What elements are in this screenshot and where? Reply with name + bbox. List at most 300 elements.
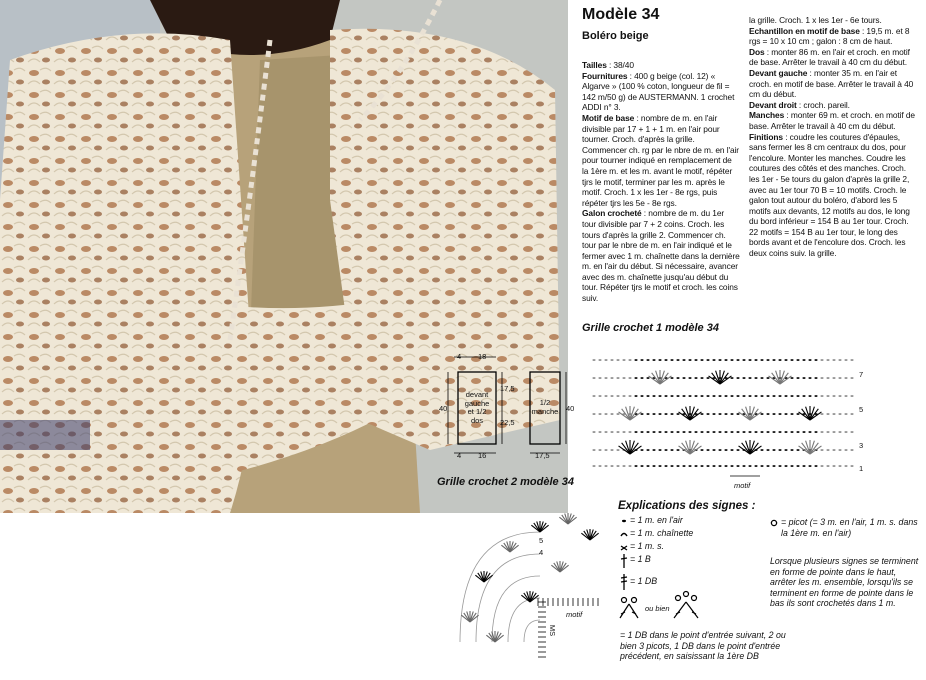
chain-mark [634,465,637,467]
chain-mark [682,465,685,467]
chain-mark [610,377,613,379]
chain-mark [850,465,853,467]
chain-mark [664,449,667,451]
chain-mark [748,395,751,397]
chain-mark [604,413,607,415]
dim-sleeve-bottom: 17,5 [535,451,550,460]
fan-motif [559,513,576,524]
chain-mark [604,449,607,451]
chain-mark [730,359,733,361]
chain-mark [682,359,685,361]
chain-mark [664,431,667,433]
chain-mark [748,377,751,379]
chain-mark [700,449,703,451]
dim-right-2: 22,5 [500,418,515,427]
sign-b: = 1 B [630,554,651,564]
chain-mark [850,413,853,415]
chain-mark [808,431,811,433]
chain-mark [706,465,709,467]
chain-mark [790,413,793,415]
chain-mark [682,377,685,379]
chain-mark [706,413,709,415]
chain-mark [826,413,829,415]
chain-mark [844,377,847,379]
chain-mark [760,359,763,361]
chain-mark [598,465,601,467]
chain-mark [634,431,637,433]
chain-mark [676,413,679,415]
chain-mark [736,377,739,379]
dim-sleeve-right: 40 [566,404,575,413]
chain-mark [718,359,721,361]
chain-mark [784,413,787,415]
chain-mark [730,465,733,467]
chain-mark [832,395,835,397]
chain-mark [736,449,739,451]
chain-mark [778,395,781,397]
chain-mark [802,431,805,433]
chain-mark [784,449,787,451]
chain-mark [712,431,715,433]
chain-mark [712,395,715,397]
chain-mark [652,449,655,451]
instructions-column-1 [582,60,740,304]
fan-motif [679,440,702,454]
grille2-title: Grille crochet 2 modèle 34 [437,476,574,488]
row-label: 1 [859,464,864,473]
fan-motif [486,631,503,642]
chain-mark [742,359,745,361]
chain-mark [760,449,763,451]
chain-mark [718,449,721,451]
chain-mark [658,465,661,467]
chain-mark [814,465,817,467]
dim-top-b: 18 [478,352,487,361]
chain-mark [670,377,673,379]
chain-mark [598,449,601,451]
chain-mark [712,465,715,467]
chain-mark [820,377,823,379]
instruction-paragraph: Tailles : 38/40 [582,60,634,70]
chain-mark [640,449,643,451]
grille1-title: Grille crochet 1 modèle 34 [582,322,719,334]
crochet-chart-2 [440,492,600,662]
chain-mark [592,431,595,433]
chain-mark [850,431,853,433]
chain-mark [760,465,763,467]
dim-left: 40 [439,404,448,413]
chain-mark [616,465,619,467]
signs-title: Explications des signes : [618,500,756,512]
chain-mark [712,449,715,451]
chain-mark [610,413,613,415]
chain-mark [652,395,655,397]
chain-mark [646,413,649,415]
chain-mark [700,465,703,467]
chain-mark [838,449,841,451]
chain-mark [706,359,709,361]
chain-mark [850,377,853,379]
chain-mark [730,395,733,397]
chain-mark [640,359,643,361]
chain-mark [604,431,607,433]
chain-mark [598,377,601,379]
chain-mark [784,395,787,397]
chain-mark [694,465,697,467]
chain-mark [754,465,757,467]
chain-mark [790,465,793,467]
chain-mark [682,395,685,397]
chain-mark [736,395,739,397]
chain-mark [712,413,715,415]
chain-mark [670,413,673,415]
chain-mark [664,413,667,415]
chain-mark [658,413,661,415]
chain-mark [670,395,673,397]
chain-mark [754,359,757,361]
chain-mark [826,359,829,361]
chain-mark [772,431,775,433]
chain-mark [808,465,811,467]
chain-mark [820,449,823,451]
chain-mark [814,431,817,433]
chain-mark [658,395,661,397]
instruction-paragraph: Devant gauche : monter 35 m. en l'air et croch. en motif de base. Arrêter le travail à 40 cm du début. [749,67,914,100]
chain-mark [802,377,805,379]
fan-motif [679,406,702,420]
chain-mark [718,413,721,415]
chain-mark [802,359,805,361]
chain-mark [628,431,631,433]
chain-mark [730,431,733,433]
chain-mark [682,431,685,433]
chain-mark [796,413,799,415]
chain-mark [670,465,673,467]
chain-mark [670,449,673,451]
chain-mark [796,359,799,361]
chain-mark [778,449,781,451]
fan-motif [739,406,762,420]
chain-mark [706,395,709,397]
motif-label: motif [734,481,751,490]
chain-mark [604,395,607,397]
chain-mark [814,377,817,379]
chain-mark [724,413,727,415]
chain-mark [742,465,745,467]
chain-mark [676,359,679,361]
fan-motif [581,529,598,540]
ms-label: MS [548,624,558,637]
chain-mark [826,431,829,433]
instruction-paragraph: Devant droit : croch. pareil. [749,99,850,110]
chain-mark [838,413,841,415]
dim-bottom-a: 4 [457,451,462,460]
chain-mark [730,449,733,451]
chain-mark [778,431,781,433]
chain-mark [778,413,781,415]
chain-mark [724,395,727,397]
chain-mark [844,449,847,451]
chain-mark [622,465,625,467]
chain-mark [628,465,631,467]
chain-mark [700,413,703,415]
chain-mark [718,431,721,433]
instruction-paragraph: Finitions : coudre les coutures d'épaules, sans fermer les 8 cm centraux du dos, pour l'encolure. Monter les manches. Coudre les coutures des côtés et des manches. Croch. les 1er - 5e tours du galon d'après la grille 2, avec au 1er tour 70 B = 10 motifs. Croch. le galon tout autour du boléro, d'abord les 5 motifs aux devants, 12 motifs au dos, le long du bord inférieur = 154 B au 1er tour. Croch. 22 motifs = 154 B au 1er tour, le long des bords avant et de l'encolure dos. Croch. les deux coins suiv. la grille. [749,131,910,259]
chain-mark [592,465,595,467]
chain-mark [688,377,691,379]
fan-motif [461,611,478,622]
chain-mark [832,359,835,361]
chain-mark [628,395,631,397]
fan-motif [709,370,732,384]
chain-mark [844,359,847,361]
chain-mark [820,359,823,361]
chain-mark [640,431,643,433]
chain-mark [616,395,619,397]
chain-mark [610,359,613,361]
instruction-paragraph: Galon crocheté : nombre de m. du 1er tour divisible par 7 + 2 coins. Croch. les tours d'après la grille 2. Commencer ch. tour par le nbre de m. en l'air indiqué et le fermer avec 1 m. chaînette dans la dernière m. en l'air du début. Si nécessaire, avancer avec des m. chaînette jusqu'au début du tour. Répéter tjrs le motif et croch. les coins suiv. [582,208,740,304]
chain-mark [592,413,595,415]
chain-mark [808,395,811,397]
chain-mark [772,465,775,467]
chain-mark [658,359,661,361]
chain-mark [802,395,805,397]
chain-mark [688,359,691,361]
instruction-paragraph: Echantillon en motif de base : 19,5 m. et 8 rgs = 10 x 10 cm ; galon : 8 cm de haut. [749,25,910,47]
row-label: 7 [859,370,864,379]
front-label: devant gauche et 1/2 dos [464,390,490,425]
chain-mark [748,359,751,361]
instruction-paragraph: Fournitures : 400 g beige (col. 12) « Algarve » (100 % coton, longueur de fil = 142 m/50 g) de AUSTERMANN. 1 crochet ADDI n° 3. [582,70,735,113]
chain-mark [808,377,811,379]
row-label: 3 [859,441,864,450]
chain-mark [802,465,805,467]
chain-mark [736,413,739,415]
chain-mark [826,377,829,379]
chain-mark [850,395,853,397]
chain-mark [766,395,769,397]
chain-mark [676,377,679,379]
chain-mark [748,431,751,433]
chain-mark [832,431,835,433]
chain-mark [778,465,781,467]
chain-mark [784,359,787,361]
chain-mark [634,359,637,361]
chain-mark [640,395,643,397]
chain-mark [826,395,829,397]
chain-mark [670,431,673,433]
fan-motif [551,561,568,572]
chain-mark [592,449,595,451]
pointe-explanation: Lorsque plusieurs signes se terminent en forme de pointe dans le haut, arrêter les m. ensemble, lorsqu'ils se terminent en forme de pointe dans le bas ils sont crochetés dans 1 m. [770,556,919,609]
chain-mark [832,377,835,379]
chain-mark [814,359,817,361]
chain-mark [808,359,811,361]
fan-motif [531,521,548,532]
chain-mark [844,465,847,467]
chain-mark [628,377,631,379]
instructions-column-2 [749,15,915,259]
chain-mark [766,431,769,433]
chain-mark [838,395,841,397]
chain-mark [610,395,613,397]
instruction-paragraph: la grille. Croch. 1 x les 1er - 6e tours. [749,15,882,25]
chain-mark [766,359,769,361]
chain-mark [700,359,703,361]
chain-mark [670,359,673,361]
motif-label-2: motif [566,610,583,619]
chain-mark [766,413,769,415]
chain-mark [742,395,745,397]
chain-mark [610,449,613,451]
chain-mark [844,413,847,415]
chain-mark [640,377,643,379]
chain-mark [772,413,775,415]
chain-mark [622,377,625,379]
chain-mark [796,449,799,451]
chain-mark [736,465,739,467]
chain-mark [652,431,655,433]
chain-mark [688,465,691,467]
fan-motif [799,440,822,454]
model-title: Modèle 34 [582,6,660,23]
chain-mark [724,359,727,361]
round-label: 5 [539,536,544,545]
chain-mark [772,395,775,397]
chain-mark [700,377,703,379]
chain-mark [616,431,619,433]
chain-mark [760,395,763,397]
chain-mark [694,359,697,361]
chain-mark [652,359,655,361]
chain-mark [796,431,799,433]
chain-mark [754,431,757,433]
chain-mark [754,377,757,379]
chain-mark [718,465,721,467]
chain-mark [640,465,643,467]
chain-mark [694,377,697,379]
chain-mark [826,465,829,467]
chain-mark [658,449,661,451]
chain-mark [796,465,799,467]
chain-mark [724,431,727,433]
chain-mark [628,359,631,361]
chain-mark [700,431,703,433]
sign-db: = 1 DB [630,576,658,586]
dim-right-1: 17,5 [500,384,515,393]
chain-mark [760,413,763,415]
chain-mark [718,395,721,397]
chain-mark [760,431,763,433]
chain-mark [688,431,691,433]
chain-mark [790,449,793,451]
chain-mark [610,465,613,467]
row-label: 5 [859,405,864,414]
chain-mark [634,395,637,397]
chain-mark [616,449,619,451]
fan-motif [619,406,642,420]
chain-mark [598,395,601,397]
chain-mark [604,359,607,361]
chain-mark [706,431,709,433]
chain-mark [676,395,679,397]
chain-mark [676,465,679,467]
model-subtitle: Boléro beige [582,30,649,42]
chain-mark [784,431,787,433]
chain-mark [844,431,847,433]
chain-mark [622,359,625,361]
crochet-chart-1 [590,340,865,480]
chain-mark [622,395,625,397]
chain-mark [850,449,853,451]
chain-mark [646,449,649,451]
sign-sc: = 1 m. s. [630,541,664,551]
chain-mark [604,465,607,467]
chain-mark [844,395,847,397]
chain-mark [766,449,769,451]
chain-mark [820,431,823,433]
instruction-paragraph: Dos : monter 86 m. en l'air et croch. en motif de base. Arrêter le travail à 40 cm du début. [749,46,910,68]
chain-mark [754,395,757,397]
chain-mark [766,377,769,379]
round-guide [508,598,540,642]
sign-db-explanation: = 1 DB dans le point d'entrée suivant, 2 ou bien 3 picots, 1 DB dans le point d'entrée précédent, en saisissant la 1ère DB [620,630,786,662]
chain-mark [646,431,649,433]
chain-mark [790,431,793,433]
chain-mark [820,413,823,415]
fan-motif [799,406,822,420]
fan-motif [649,370,672,384]
fan-motif [619,440,642,454]
chain-mark [664,395,667,397]
chain-mark [826,449,829,451]
chain-mark [820,465,823,467]
chain-mark [652,413,655,415]
chain-mark [598,431,601,433]
chain-mark [790,377,793,379]
chain-mark [646,359,649,361]
chain-mark [664,465,667,467]
chain-mark [724,465,727,467]
chain-mark [742,431,745,433]
chain-mark [592,395,595,397]
fan-motif [475,571,492,582]
sign-slip: = 1 m. chaînette [630,528,694,538]
chain-mark [616,359,619,361]
picot-icon [770,519,780,529]
chain-mark [592,359,595,361]
chain-mark [712,359,715,361]
chain-mark [766,465,769,467]
chain-mark [850,359,853,361]
chain-mark [646,395,649,397]
chain-mark [700,395,703,397]
dim-bottom-b: 16 [478,451,487,460]
chain-mark [598,413,601,415]
fan-motif [769,370,792,384]
chain-mark [610,431,613,433]
chain-mark [790,359,793,361]
instruction-paragraph: Motif de base : nombre de m. en l'air divisible par 17 + 1 + 1 m. en l'air pour tourner. Croch. d'après la grille. Commencer ch. rg par le nbre de m. en l'air pour tourner indiqué en remplacement de la 1ère m. et les m. avant le motif, répéter tjrs le motif, terminer par les m. après le motif. Croch. 1 x les 1er - 8e rgs, puis répéter tjrs les 5e - 8e rgs. [582,112,739,208]
chain-mark [838,465,841,467]
chain-mark [832,413,835,415]
chain-mark [736,359,739,361]
chain-mark [652,465,655,467]
chain-mark [796,395,799,397]
instruction-paragraph: Manches : monter 69 m. et croch. en motif de base. Arrêter le travail à 40 cm du début. [749,110,915,131]
sleeve-label: 1/2 manche [531,398,559,416]
chain-mark [634,377,637,379]
